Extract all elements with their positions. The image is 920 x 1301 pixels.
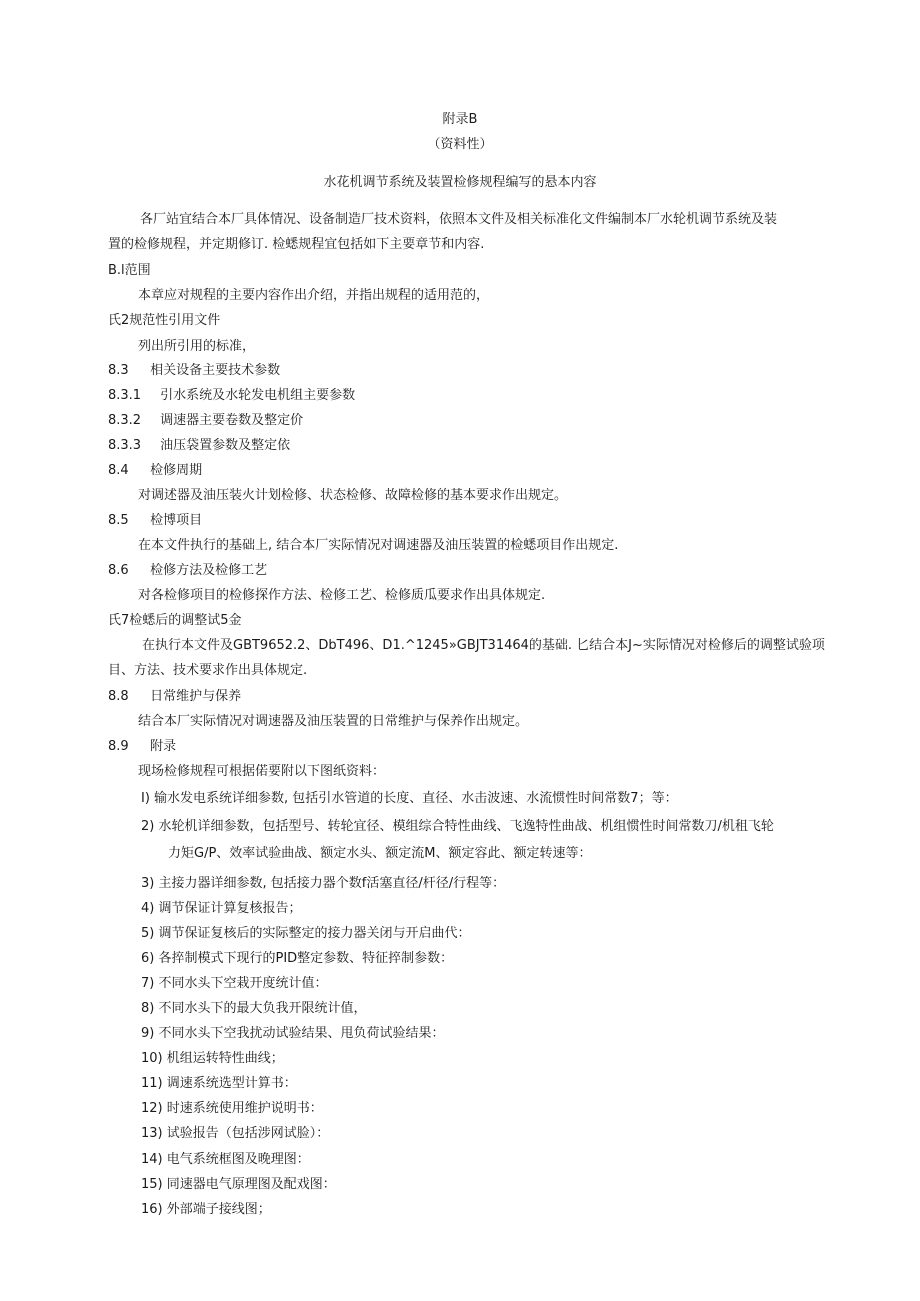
section-number: 8.3.2 <box>108 413 142 428</box>
list-item: 9) 不同水头下空我扰动试验结果、甩负荷试验结果： <box>141 1026 445 1041</box>
subsection-heading-oil-pressure <box>108 436 290 456</box>
section-title: 相关设备主要技术参数 <box>150 363 281 378</box>
section-body-tests-line-2: 目、方法、技术要求作出具体规定. <box>108 663 308 678</box>
section-body-references: 列出所引用的标准， <box>138 339 256 354</box>
subsection-heading-water-system <box>108 386 355 406</box>
list-item: 12) 时速系统使用维护说明书： <box>141 1101 323 1116</box>
section-body-items: 在本文件执行的基础上, 结合本厂实际情况对调速器及油压装置的检蟋项目作出规定. <box>138 538 619 553</box>
section-heading-period <box>108 461 202 481</box>
subsection-heading-governor <box>108 411 303 431</box>
list-item: 11) 调速系统选型计算书： <box>141 1076 297 1091</box>
section-heading-scope: B.l范围 <box>108 263 151 278</box>
section-heading-methods <box>108 561 267 581</box>
list-item: 4) 调节保证计算复核报告； <box>141 901 302 916</box>
section-body-period: 对调述器及油压装火计划检修、状态检修、故障检修的基本要求作出规定。 <box>138 488 568 503</box>
intro-paragraph-line-2: 置的检修规程，并定期修订. 检蟋规程宜包括如下主要章节和内容. <box>108 237 485 252</box>
list-item: 8) 不同水头下的最大负我开限统计值， <box>141 1001 367 1016</box>
section-body-tests-line-1: 在执行本文件及GBT9652.2、DbT496、D1.^1245»GBJT31464的基础. 匕结合本J~实际情况对检修后的调整试验项 <box>142 638 825 653</box>
section-body-maintenance: 结合本厂实际情况对调速器及油压装置的日常维护与保养作出规定。 <box>138 714 529 729</box>
section-title: 日常维护与保养 <box>150 689 242 704</box>
list-item-continuation: 力矩G/P、效率试验曲战、额定水头、额定流M、额定容此、额定转速等： <box>168 846 592 861</box>
list-item: 10) 机组运转特性曲线； <box>141 1051 284 1066</box>
list-item: 16) 外部端子接线图； <box>141 1202 271 1217</box>
list-item: I) 输水发电系统详细参数, 包括引水管道的长度、直径、水击波速、水流惯性时间常数7；等： <box>141 791 678 806</box>
section-heading-references: 氏2规范性引用文件 <box>108 313 221 328</box>
section-title: 引水系统及水轮发电机组主要参数 <box>160 388 356 403</box>
list-item: 15) 同速器电气原理图及配戏图： <box>141 1177 336 1192</box>
section-number: 8.3 <box>108 363 129 378</box>
section-heading-appendix <box>108 737 176 757</box>
section-title: 检博项目 <box>150 513 203 528</box>
section-number: 8.3.1 <box>108 388 142 403</box>
list-item: 5) 调节保证复核后的实际整定的接力器关闭与开启曲代： <box>141 926 471 941</box>
page-title: 水花机调节系统及装置检修规程编写的悬本内容 <box>323 175 597 190</box>
list-item: 13) 试验报告（包括涉网试脸）： <box>141 1126 330 1141</box>
list-item: 14) 电气系统框图及晚理图： <box>141 1152 310 1167</box>
section-title: 附录 <box>150 739 177 754</box>
section-number: 8.6 <box>108 563 129 578</box>
section-number: 8.4 <box>108 463 129 478</box>
section-number: 8.3.3 <box>108 438 142 453</box>
section-body-methods: 对各检修项目的检修探作方法、检修工艺、检修质瓜要求作出具体规定. <box>138 588 546 603</box>
appendix-label: 附录B <box>442 112 478 127</box>
section-number: 8.9 <box>108 739 129 754</box>
section-number: 8.8 <box>108 689 129 704</box>
intro-paragraph-line-1: 各厂站宜结合本厂具体情况、设备制造厂技术资料，依照本文件及相关标准化文件编制本厂水轮机调节系统及装 <box>140 212 778 227</box>
appendix-nature: （资料性） <box>427 137 493 152</box>
section-title: 检修方法及检修工艺 <box>150 563 268 578</box>
section-body-scope: 本章应对规程的主要内容作出介绍，并指出规程的适用范的， <box>138 288 490 303</box>
section-body-appendix: 现场检修规程可根据偌要附以下图纸资料： <box>138 764 386 779</box>
section-number: 8.5 <box>108 513 129 528</box>
section-heading-maintenance <box>108 687 241 707</box>
section-heading-tests: 氏7检蟋后的调整试5金 <box>108 613 242 628</box>
list-item: 2) 水轮机详细参数，包括型号、转轮宜径、模组综合特性曲线、飞逸特性曲战、机组惯性时间常数刀/机租飞轮 <box>141 819 774 834</box>
list-item: 3) 主接力器详细参数, 包括接力器个数f活塞直径/杆径/行程等： <box>141 876 506 891</box>
section-heading-parameters <box>108 361 280 381</box>
section-title: 调速器主要卷数及整定价 <box>160 413 304 428</box>
section-title: 油压袋置参数及整定依 <box>160 438 291 453</box>
section-title: 检修周期 <box>150 463 203 478</box>
section-heading-items <box>108 511 202 531</box>
list-item: 7) 不同水头下空栽开度统计值： <box>141 976 328 991</box>
list-item: 6) 各捽制模式下现行的PID整定参数、特征捽制参数： <box>141 951 454 966</box>
